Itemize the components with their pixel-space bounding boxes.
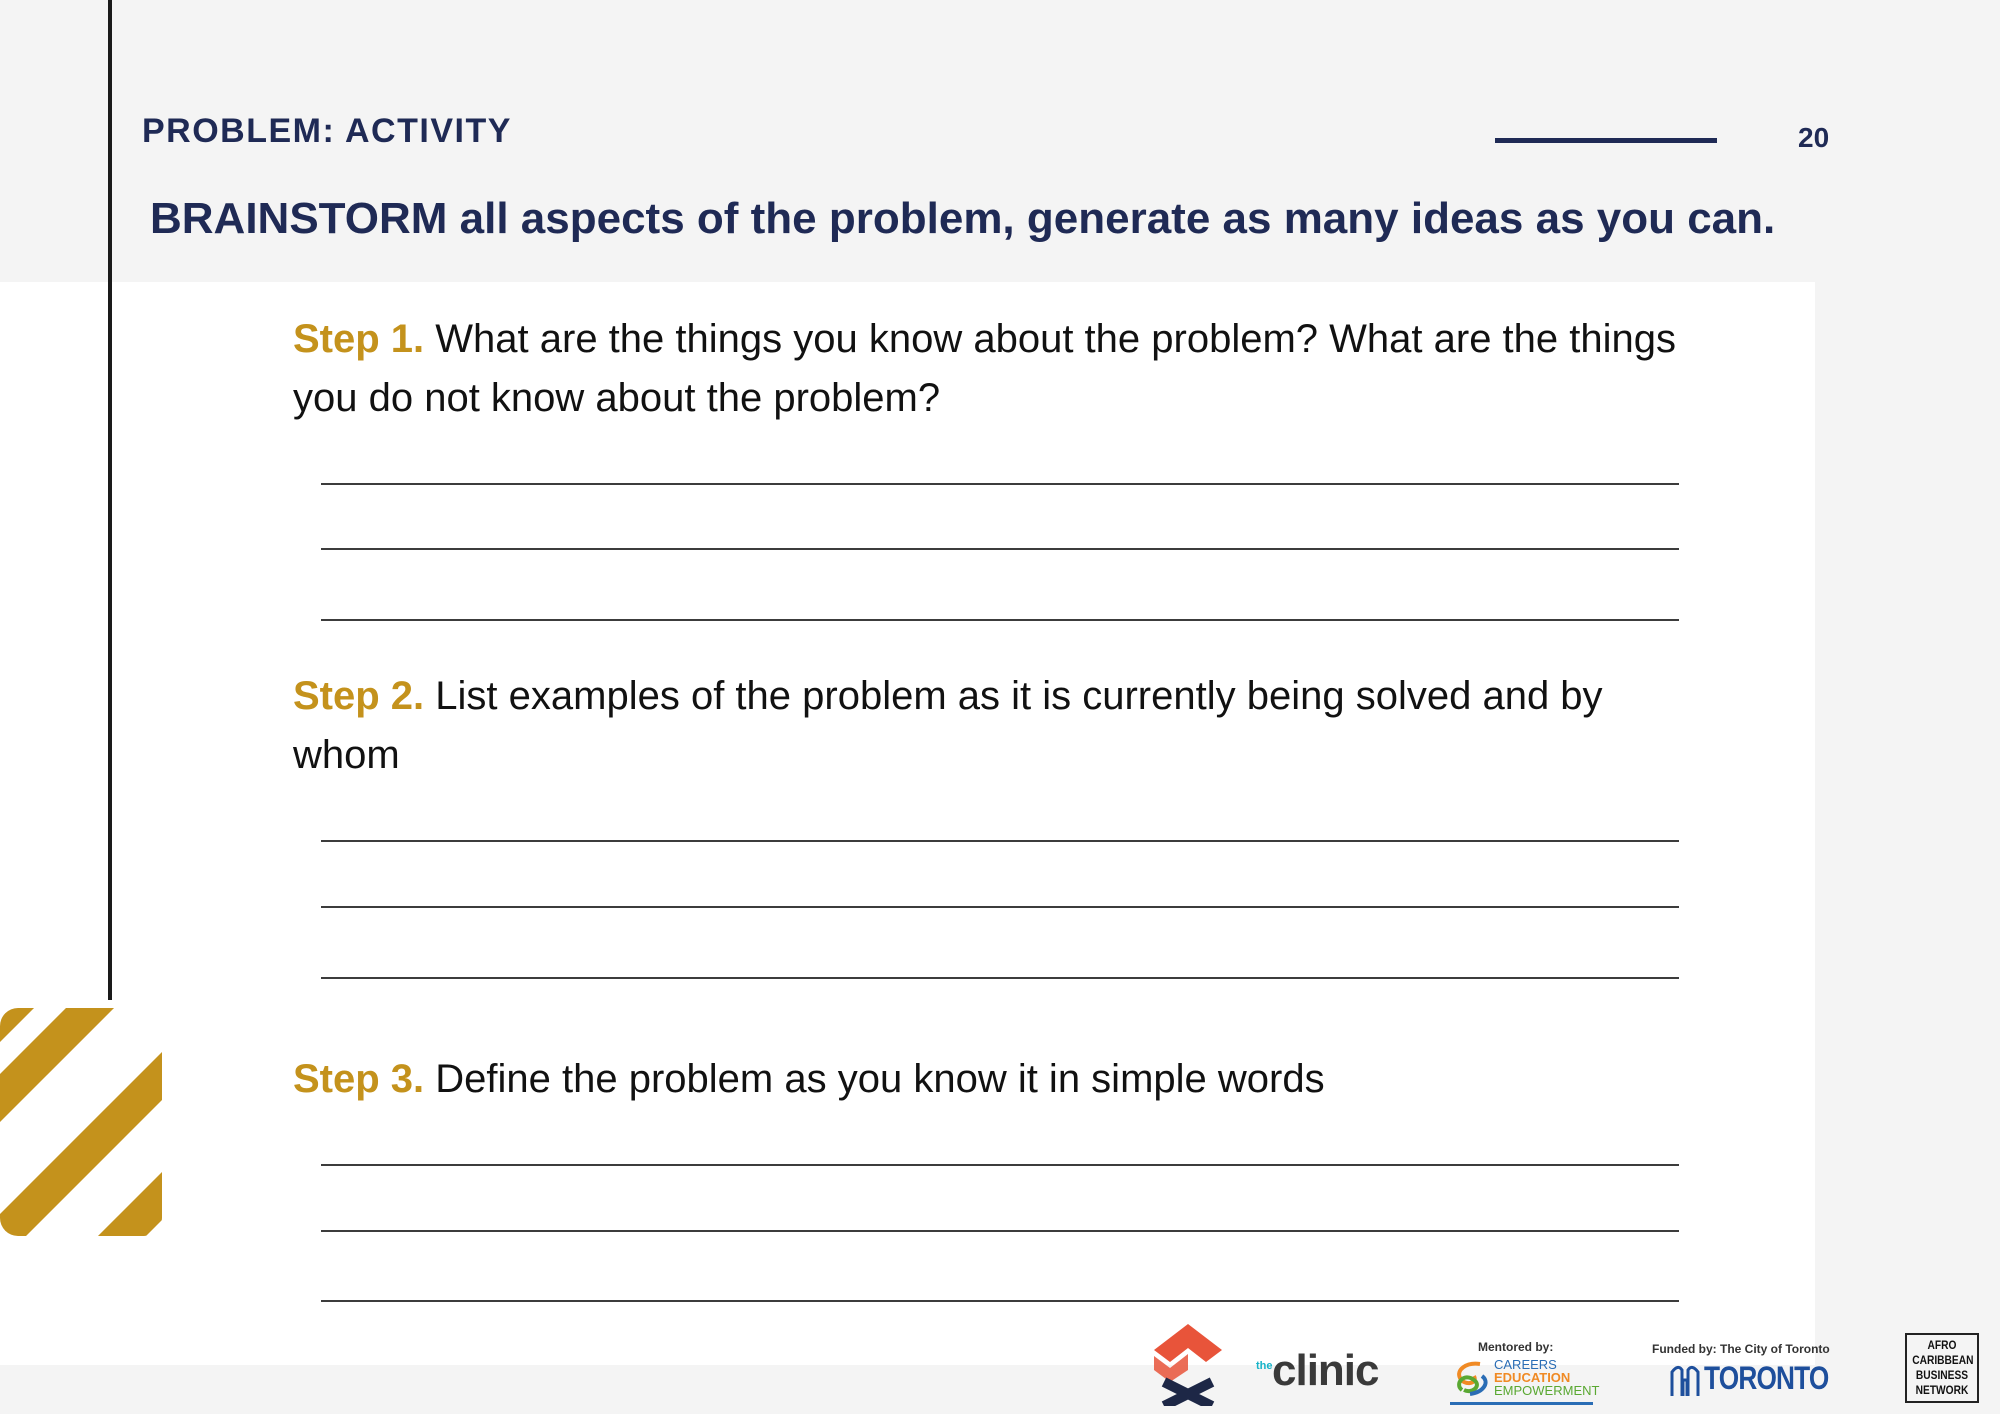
step-2-answer-line-2[interactable] [321, 906, 1679, 908]
step-3-answer-line-2[interactable] [321, 1230, 1679, 1232]
vertical-accent-line [108, 0, 112, 1000]
step-3-text: Define the problem as you know it in simple words [435, 1057, 1325, 1101]
page-headline: BRAINSTORM all aspects of the problem, generate as many ideas as you can. [150, 194, 1776, 243]
cee-swirl-icon [1450, 1360, 1492, 1396]
step-2-answer-line-3[interactable] [321, 977, 1679, 979]
step-3-answer-line-3[interactable] [321, 1300, 1679, 1302]
toronto-city-hall-icon [1670, 1362, 1700, 1396]
section-label: PROBLEM: ACTIVITY [142, 112, 512, 150]
acbn-logo: AFRO CARIBBEAN BUSINESS NETWORK [1905, 1333, 1979, 1403]
step-3-number: Step 3. [293, 1057, 425, 1101]
gold-stripes-decoration [0, 1008, 162, 1236]
step-2-text: List examples of the problem as it is currently being solved and by whom [293, 674, 1603, 777]
step-3-answer-line-1[interactable] [321, 1164, 1679, 1166]
content-panel [0, 282, 1815, 1365]
cee-logo: Mentored by: CAREERS EDUCATION EMPOWERMENT [1450, 1340, 1600, 1408]
step-1-number: Step 1. [293, 317, 425, 361]
ex-logo [1150, 1322, 1226, 1406]
page-number: 20 [1798, 122, 1830, 153]
step-1-text: What are the things you know about the problem? What are the things you do not know about the problem? [293, 317, 1677, 420]
step-1-answer-line-3[interactable] [321, 619, 1679, 621]
step-1-answer-line-1[interactable] [321, 483, 1679, 485]
step-1 [293, 310, 1693, 428]
step-2-answer-line-1[interactable] [321, 840, 1679, 842]
step-2-number: Step 2. [293, 674, 425, 718]
step-1-answer-line-2[interactable] [321, 548, 1679, 550]
step-2 [293, 667, 1693, 785]
header-rule [1495, 138, 1717, 143]
step-3 [293, 1050, 1693, 1109]
city-of-toronto-logo: Funded by: The City of Toronto TORONTO [1652, 1342, 1830, 1396]
the-clinic-logo: the clinic [1256, 1346, 1379, 1395]
